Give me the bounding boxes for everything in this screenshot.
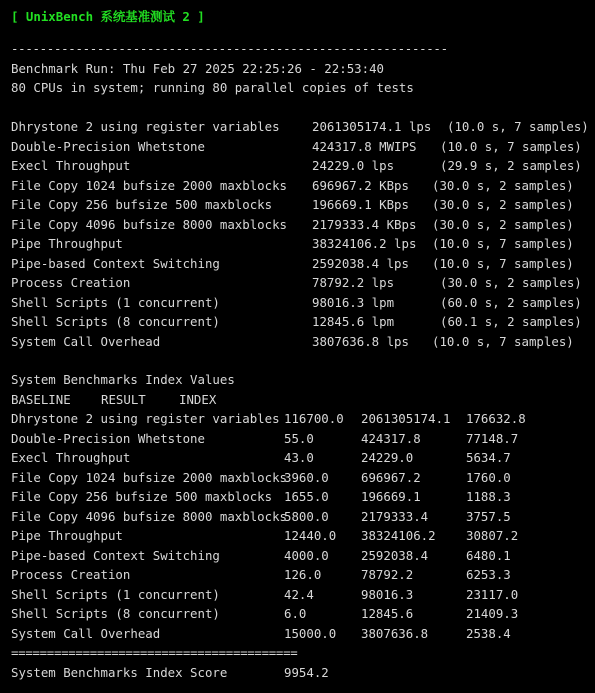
index-row-name: Shell Scripts (8 concurrent) — [11, 606, 220, 621]
result-row-value: 24229.0 lps — [312, 158, 395, 173]
result-row-detail: (10.0 s, 7 samples) — [432, 256, 574, 271]
index-row-baseline: 5800.0 — [284, 509, 329, 524]
index-row-result: 3807636.8 — [361, 626, 429, 641]
index-row-name: Shell Scripts (1 concurrent) — [11, 587, 220, 602]
result-row-name: Pipe Throughput — [11, 236, 123, 251]
index-score-value: 9954.2 — [284, 665, 329, 680]
result-row-name: System Call Overhead — [11, 334, 161, 349]
index-row-name: File Copy 1024 bufsize 2000 maxblocks — [11, 470, 288, 485]
index-row-index: 1188.3 — [466, 489, 511, 504]
index-row-baseline: 15000.0 — [284, 626, 337, 641]
index-row-baseline: 116700.0 — [284, 411, 344, 426]
index-row-result: 424317.8 — [361, 431, 421, 446]
result-row-detail: (30.0 s, 2 samples) — [440, 275, 582, 290]
index-col-baseline: BASELINE — [11, 392, 71, 407]
result-row-value: 38324106.2 lps — [312, 236, 417, 251]
index-score-label: System Benchmarks Index Score — [11, 665, 228, 680]
result-row-name: Pipe-based Context Switching — [11, 256, 220, 271]
index-row-result: 696967.2 — [361, 470, 421, 485]
result-row-name: Execl Throughput — [11, 158, 131, 173]
result-row-value: 2592038.4 lps — [312, 256, 409, 271]
result-row-value: 3807636.8 lps — [312, 334, 409, 349]
result-row-name: Shell Scripts (1 concurrent) — [11, 295, 220, 310]
result-row-value: 696967.2 KBps — [312, 178, 409, 193]
benchmark-run-line: Benchmark Run: Thu Feb 27 2025 22:25:26 - 22:53:40 — [11, 61, 384, 76]
result-row-value: 424317.8 MWIPS — [312, 139, 417, 154]
index-heading: System Benchmarks Index Values — [11, 372, 235, 387]
index-row-result: 38324106.2 — [361, 528, 436, 543]
result-row-value: 2179333.4 KBps — [312, 217, 417, 232]
result-row-detail: (30.0 s, 2 samples) — [432, 178, 574, 193]
result-row-name: Dhrystone 2 using register variables — [11, 119, 280, 134]
index-row-baseline: 3960.0 — [284, 470, 329, 485]
index-row-baseline: 12440.0 — [284, 528, 337, 543]
index-row-index: 6480.1 — [466, 548, 511, 563]
result-row-name: File Copy 256 bufsize 500 maxblocks — [11, 197, 273, 212]
result-row-detail: (29.9 s, 2 samples) — [440, 158, 582, 173]
result-row-detail: (10.0 s, 7 samples) — [432, 236, 574, 251]
index-row-name: Double-Precision Whetstone — [11, 431, 205, 446]
index-row-index: 3757.5 — [466, 509, 511, 524]
result-row-value: 196669.1 KBps — [312, 197, 409, 212]
result-row-value: 2061305174.1 lps — [312, 119, 432, 134]
result-row-detail: (10.0 s, 7 samples) — [432, 334, 574, 349]
index-row-result: 98016.3 — [361, 587, 414, 602]
index-row-result: 24229.0 — [361, 450, 414, 465]
index-row-baseline: 43.0 — [284, 450, 314, 465]
separator-bottom: ======================================== — [11, 645, 298, 660]
index-row-result: 2061305174.1 — [361, 411, 451, 426]
index-row-result: 2179333.4 — [361, 509, 429, 524]
index-row-baseline: 1655.0 — [284, 489, 329, 504]
index-row-name: Pipe-based Context Switching — [11, 548, 220, 563]
index-row-index: 77148.7 — [466, 431, 519, 446]
index-row-name: File Copy 4096 bufsize 8000 maxblocks — [11, 509, 288, 524]
result-row-name: Shell Scripts (8 concurrent) — [11, 314, 220, 329]
index-col-index: INDEX — [179, 392, 217, 407]
result-row-detail: (30.0 s, 2 samples) — [432, 197, 574, 212]
index-row-name: Dhrystone 2 using register variables — [11, 411, 280, 426]
result-row-detail: (60.0 s, 2 samples) — [440, 295, 582, 310]
index-row-result: 196669.1 — [361, 489, 421, 504]
index-row-index: 176632.8 — [466, 411, 526, 426]
benchmark-title: [ UnixBench 系统基准测试 2 ] — [11, 9, 205, 24]
index-row-index: 1760.0 — [466, 470, 511, 485]
index-row-result: 2592038.4 — [361, 548, 429, 563]
index-row-index: 23117.0 — [466, 587, 519, 602]
index-row-name: File Copy 256 bufsize 500 maxblocks — [11, 489, 273, 504]
result-row-value: 12845.6 lpm — [312, 314, 395, 329]
separator-top: ------------------------------------------------------------- — [11, 41, 448, 56]
result-row-name: Process Creation — [11, 275, 131, 290]
index-row-baseline: 55.0 — [284, 431, 314, 446]
index-row-index: 5634.7 — [466, 450, 511, 465]
index-row-baseline: 4000.0 — [284, 548, 329, 563]
result-row-name: Double-Precision Whetstone — [11, 139, 205, 154]
index-col-result: RESULT — [101, 392, 146, 407]
result-row-detail: (30.0 s, 2 samples) — [432, 217, 574, 232]
index-row-baseline: 6.0 — [284, 606, 307, 621]
index-row-index: 2538.4 — [466, 626, 511, 641]
index-row-baseline: 126.0 — [284, 567, 322, 582]
result-row-name: File Copy 1024 bufsize 2000 maxblocks — [11, 178, 288, 193]
cpu-info-line: 80 CPUs in system; running 80 parallel copies of tests — [11, 80, 414, 95]
index-row-name: System Call Overhead — [11, 626, 161, 641]
index-row-name: Execl Throughput — [11, 450, 131, 465]
result-row-detail: (10.0 s, 7 samples) — [447, 119, 589, 134]
index-row-index: 6253.3 — [466, 567, 511, 582]
index-row-result: 12845.6 — [361, 606, 414, 621]
index-row-name: Pipe Throughput — [11, 528, 123, 543]
index-row-index: 21409.3 — [466, 606, 519, 621]
result-row-detail: (60.1 s, 2 samples) — [440, 314, 582, 329]
result-row-detail: (10.0 s, 7 samples) — [440, 139, 582, 154]
result-row-value: 78792.2 lps — [312, 275, 395, 290]
index-row-name: Process Creation — [11, 567, 131, 582]
index-row-baseline: 42.4 — [284, 587, 314, 602]
result-row-name: File Copy 4096 bufsize 8000 maxblocks — [11, 217, 288, 232]
index-row-result: 78792.2 — [361, 567, 414, 582]
index-row-index: 30807.2 — [466, 528, 519, 543]
result-row-value: 98016.3 lpm — [312, 295, 395, 310]
